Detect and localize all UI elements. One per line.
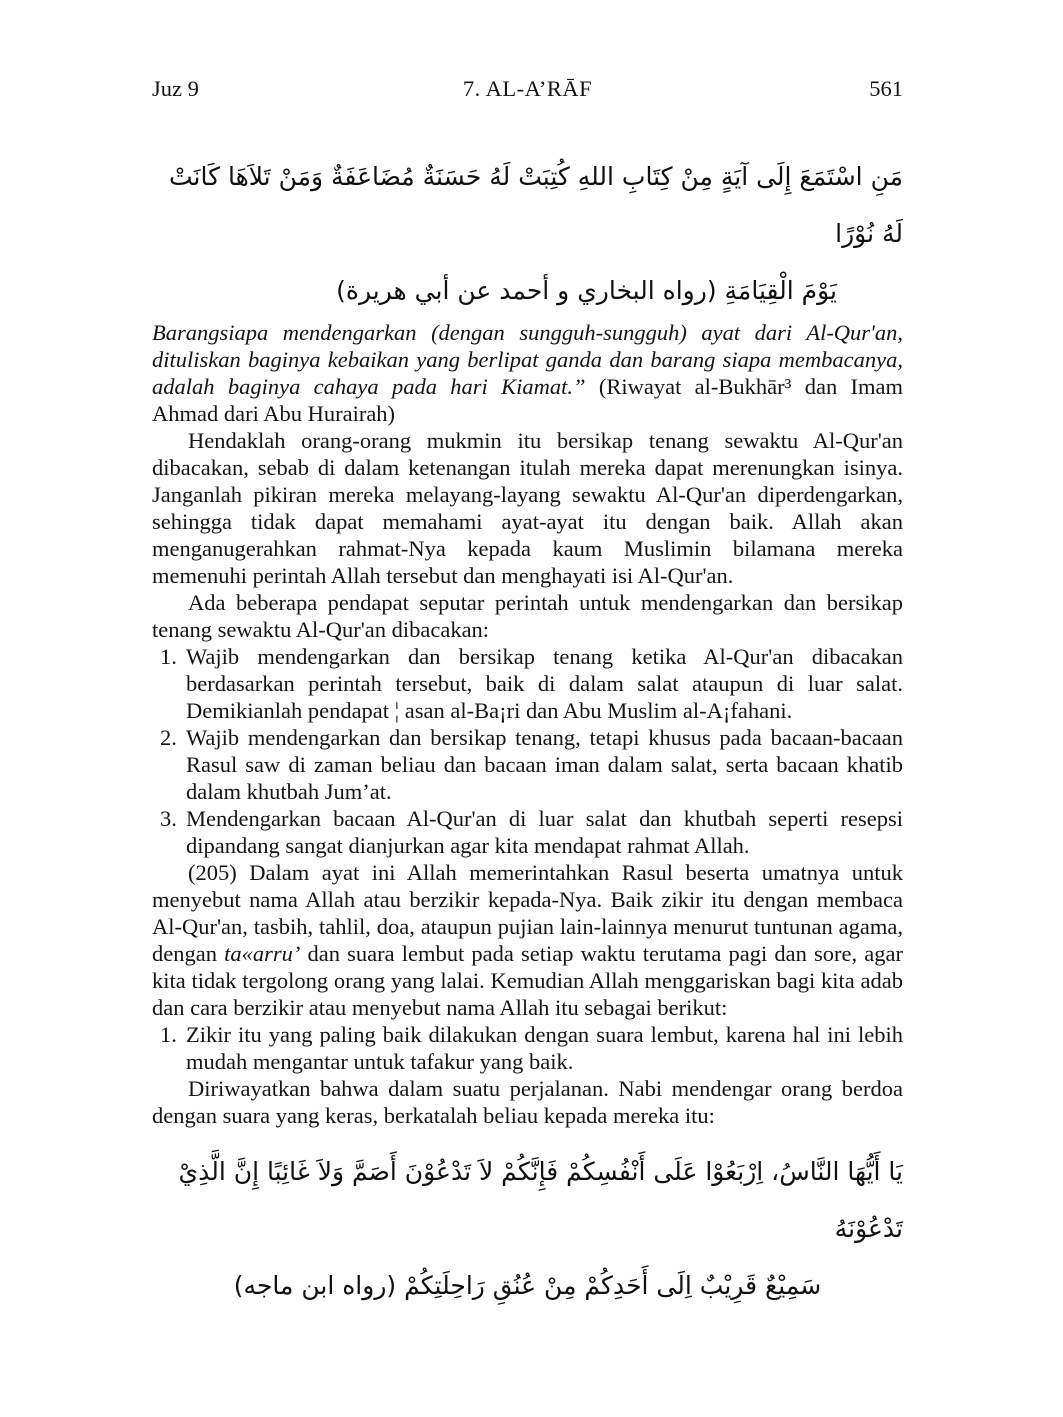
paragraph-205-lead: (205) Dalam ayat ini Allah memerintahkan Rasul beserta umatnya untuk menyebut nama Allah atau berzikir kepada-Nya. Baik zikir itu dengan membaca Al-Qur'an, tasbih, tahlil, doa, ataupun pujian lain-lainnya menurut tuntunan agama, dengan: [152, 860, 903, 966]
hadith-translation-source: (Riwayat al-Bukhār³ dan Imam Ahmad dari Abu Hurairah): [152, 374, 904, 426]
arabic-hadith-2: [152, 1143, 903, 1314]
list-item-number: 1.: [160, 644, 177, 669]
list-item-number: 1.: [160, 1022, 177, 1047]
paragraph-tenang: Hendaklah orang-orang mukmin itu bersikap tenang sewaktu Al-Qur'an dibacakan, sebab di dalam ketenangan itulah mereka dapat merenungkan isinya. Janganlah pikiran mereka melayang-layang sewaktu Al-Qur'an diperdengarkan, sehingga tidak dapat memahami ayat-ayat itu dengan baik. Allah akan menganugerahkan rahmat-Nya kepada kaum Muslimin bilamana mereka memenuhi perintah Allah tersebut dan menghayati isi Al-Qur'an.: [152, 428, 903, 588]
page-number: 561: [869, 76, 903, 101]
list-item-text: Wajib mendengarkan dan bersikap tenang, tetapi khusus pada bacaan-bacaan Rasul saw di zaman beliau dan bacaan iman dalam salat, serta bacaan khatib dalam khutbah Jum’at.: [186, 725, 903, 804]
hadith-translation: [152, 319, 903, 427]
arabic-hadith-2-line-2: سَمِيْعٌ قَرِيْبٌ اِلَى أَحَدِكُمْ مِنْ عُنُقِ رَاحِلَتِكُمْ (رواه ابن ماجه): [233, 1271, 822, 1300]
list-item: [152, 1021, 903, 1075]
list-item-number: 2.: [160, 725, 177, 750]
list-item: [152, 724, 903, 805]
list-item-number: 3.: [160, 806, 177, 831]
paragraph-ayat-205: [152, 859, 903, 1021]
list-item-text: Zikir itu yang paling baik dilakukan dengan suara lembut, karena hal ini lebih mudah mengantar untuk tafakur yang baik.: [186, 1022, 903, 1074]
paragraph-pendapat-intro: Ada beberapa pendapat seputar perintah untuk mendengarkan dan bersikap tenang sewaktu Al-Qur'an dibacakan:: [152, 590, 903, 642]
paragraph-diriwayatkan: Diriwayatkan bahwa dalam suatu perjalanan. Nabi mendengar orang berdoa dengan suara yang keras, berkatalah beliau kepada mereka itu:: [152, 1076, 903, 1128]
page-header: [152, 75, 903, 102]
list-item: [152, 643, 903, 724]
list-item: [152, 805, 903, 859]
paragraph-205-tail: dan suara lembut pada setiap waktu terutama pagi dan sore, agar kita tidak tergolong orang yang lalai. Kemudian Allah menggariskan bagi kita adab dan cara berzikir atau menyebut nama Allah itu sebagai berikut:: [152, 941, 903, 1020]
juz-label: Juz 9: [152, 76, 199, 101]
opinion-list: [152, 643, 903, 859]
surah-title: 7. AL-A’RĀF: [462, 76, 593, 101]
hadith-translation-italic: Barangsiapa mendengarkan (dengan sungguh-sungguh) ayat dari Al-Qur'an, dituliskan baginya kebaikan yang berlipat ganda dan barang siapa membacanya, adalah baginya cahaya pada hari Kiamat.”: [152, 320, 903, 399]
arabic-hadith-2-line-1: يَا أَيُّهَا النَّاسُ، اِرْبَعُوْا عَلَى أَنْفُسِكُمْ فَإِنَّكُمْ لاَ تَدْعُوْنَ أَصَمَّ وَلاَ غَائِبًا إِنَّ الَّذِيْ تَدْعُوْنَهُ: [178, 1157, 903, 1243]
arabic-hadith-1: [152, 148, 903, 319]
arabic-hadith-1-line-2: يَوْمَ الْقِيَامَةِ (رواه البخاري و أحمد عن أبي هريرة): [336, 276, 837, 305]
list-item-text: Wajib mendengarkan dan bersikap tenang ketika Al-Qur'an dibacakan berdasarkan perintah tersebut, baik di dalam salat ataupun di luar salat. Demikianlah pendapat ¦ asan al-Ba¡ri dan Abu Muslim al-A¡fahani.: [186, 644, 903, 723]
paragraph-205-term: ta«arru’: [224, 941, 301, 966]
zikir-list: [152, 1021, 903, 1075]
list-item-text: Mendengarkan bacaan Al-Qur'an di luar salat dan khutbah seperti resepsi dipandang sangat dianjurkan agar kita mendapat rahmat Allah.: [186, 806, 903, 858]
arabic-hadith-1-line-1: مَنِ اسْتَمَعَ إِلَى آيَةٍ مِنْ كِتَابِ اللهِ كُتِبَتْ لَهُ حَسَنَةٌ مُضَاعَفَةٌ وَمَنْ تَلاَهَا كَانَتْ لَهُ نُوْرًا: [168, 162, 903, 248]
